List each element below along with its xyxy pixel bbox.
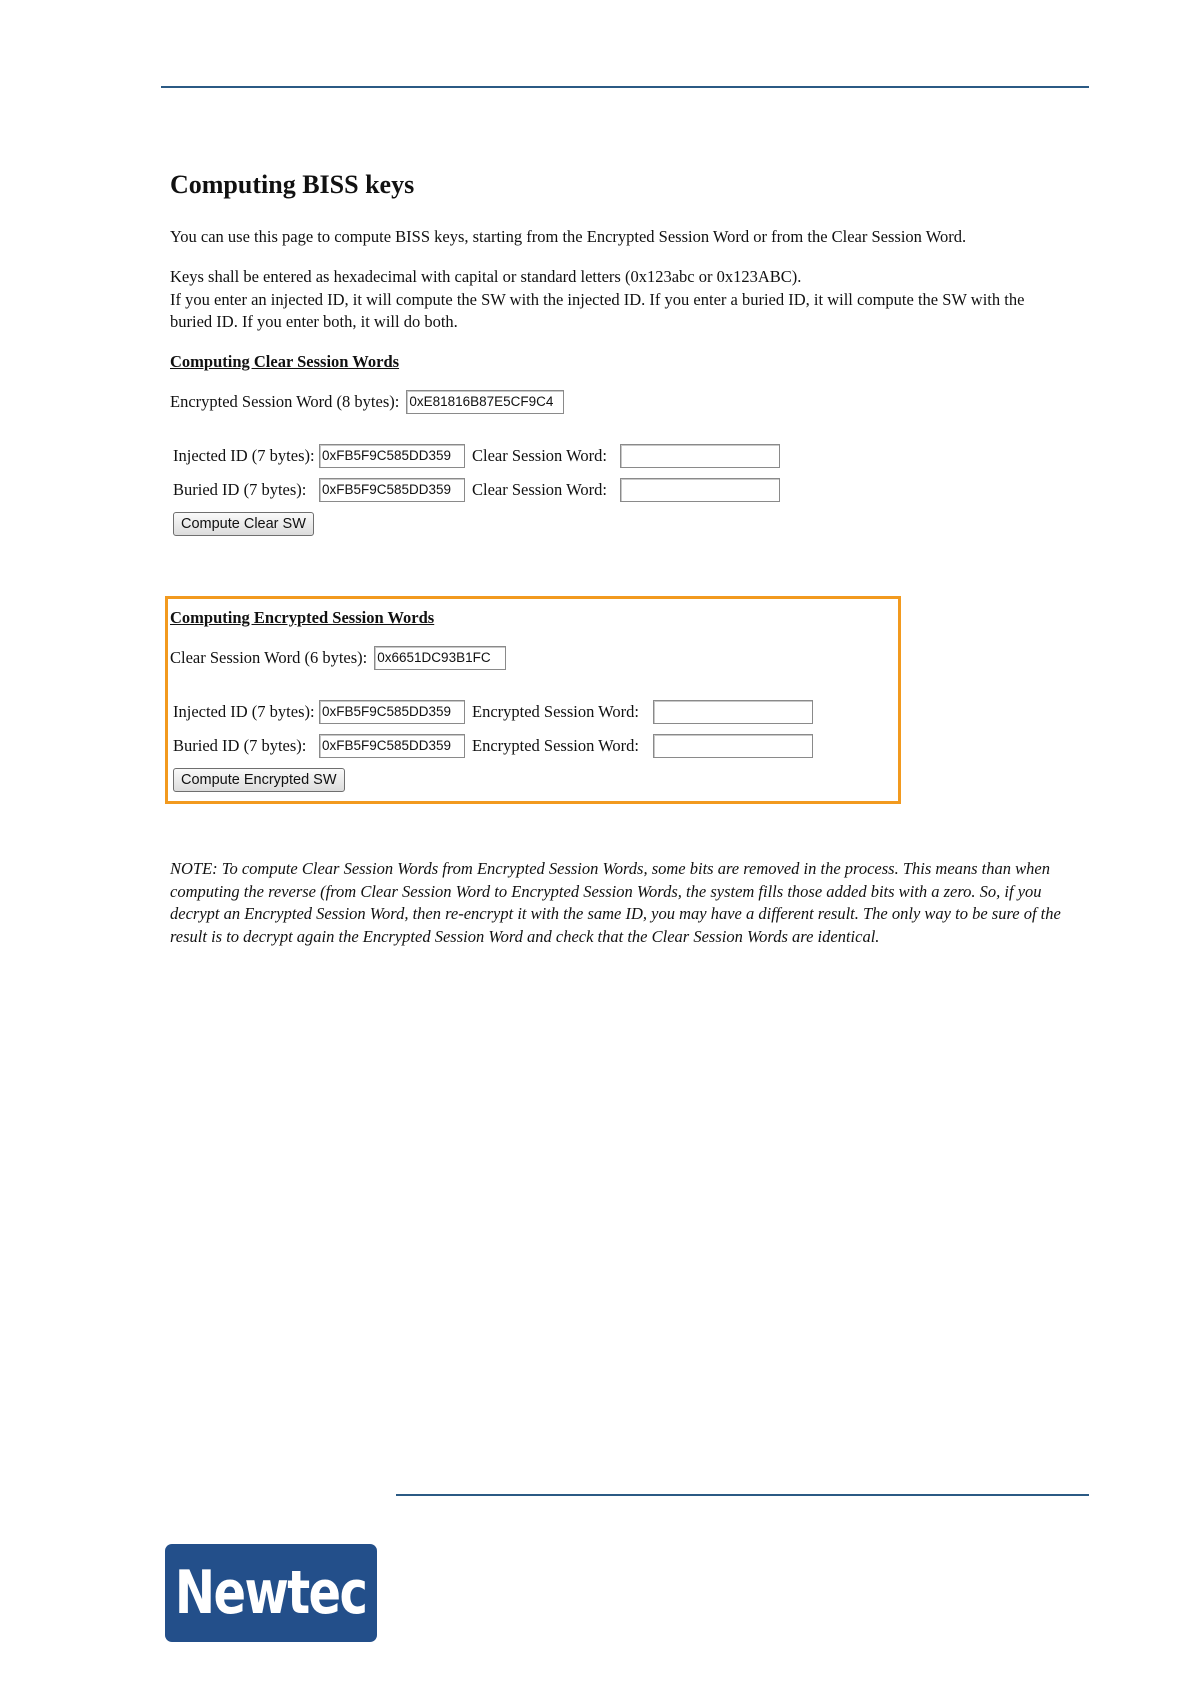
footer-rule: [396, 1494, 1089, 1496]
buried-id-label: Buried ID (7 bytes):: [173, 736, 307, 755]
buried-id-input[interactable]: 0xFB5F9C585DD359: [319, 478, 465, 502]
enc-buried-id-input[interactable]: 0xFB5F9C585DD359: [319, 734, 465, 758]
csw-row: [170, 645, 506, 671]
intro-text: You can use this page to compute BISS keys, starting from the Encrypted Session Word or from the Clear Session Word.: [170, 227, 967, 246]
enc-injected-id-input[interactable]: 0xFB5F9C585DD359: [319, 700, 465, 724]
esw-label: Encrypted Session Word (8 bytes):: [170, 392, 400, 411]
clear-session-word-input[interactable]: 0x6651DC93B1FC: [374, 646, 506, 670]
instructions: [170, 266, 1060, 334]
csw-label: Clear Session Word (6 bytes):: [170, 648, 368, 667]
logo-text: Newtec: [175, 1558, 367, 1628]
clear-section-heading: Computing Clear Session Words: [170, 352, 400, 371]
ids-explanation-text: If you enter an injected ID, it will compute the SW with the injected ID. If you enter a buried ID, it will compute the SW with the buried ID. If you enter both, it will do both.: [170, 289, 1025, 331]
page-title: Computing BISS keys: [170, 170, 415, 199]
injected-clear-sw-output[interactable]: [620, 444, 780, 468]
clear-buried-row: [173, 477, 780, 503]
keys-format-text: Keys shall be entered as hexadecimal with capital or standard letters (0x123abc or 0x123ABC).: [170, 267, 802, 286]
buried-encrypted-sw-output[interactable]: [653, 734, 813, 758]
clear-injected-row: [173, 443, 780, 469]
encrypted-section-heading: Computing Encrypted Session Words: [170, 608, 435, 627]
encrypted-session-word-input[interactable]: 0xE81816B87E5CF9C4: [406, 390, 564, 414]
injected-id-label: Injected ID (7 bytes):: [173, 702, 315, 721]
injected-encrypted-sw-output[interactable]: [653, 700, 813, 724]
encrypted-sw-label: Encrypted Session Word:: [472, 736, 640, 755]
clear-sw-label: Clear Session Word:: [472, 480, 607, 499]
enc-buried-row: [173, 733, 813, 759]
buried-clear-sw-output[interactable]: [620, 478, 780, 502]
clear-button-row: [173, 511, 314, 537]
encrypted-sw-label: Encrypted Session Word:: [472, 702, 640, 721]
note-text: NOTE: To compute Clear Session Words from Encrypted Session Words, some bits are removed in the process. This means than when computing the reverse (from Clear Session Word to Encrypted Session Words, the system fills those added bits with a zero. So, if you decrypt an Encrypted Session Word, then re-encrypt it with the same ID, you may have a different result. The only way to be sure of the result is to decrypt again the Encrypted Session Word and check that the Clear Session Words are identical.: [170, 859, 1061, 946]
newtec-logo: [165, 1544, 377, 1642]
header-rule: [161, 86, 1089, 88]
compute-encrypted-sw-button[interactable]: Compute Encrypted SW: [173, 768, 345, 792]
buried-id-label: Buried ID (7 bytes):: [173, 480, 307, 499]
encrypted-button-row: [173, 767, 345, 793]
injected-id-input[interactable]: 0xFB5F9C585DD359: [319, 444, 465, 468]
enc-injected-row: [173, 699, 813, 725]
clear-sw-label: Clear Session Word:: [472, 446, 607, 465]
injected-id-label: Injected ID (7 bytes):: [173, 446, 315, 465]
compute-clear-sw-button[interactable]: Compute Clear SW: [173, 512, 314, 536]
esw-row: [170, 389, 564, 415]
